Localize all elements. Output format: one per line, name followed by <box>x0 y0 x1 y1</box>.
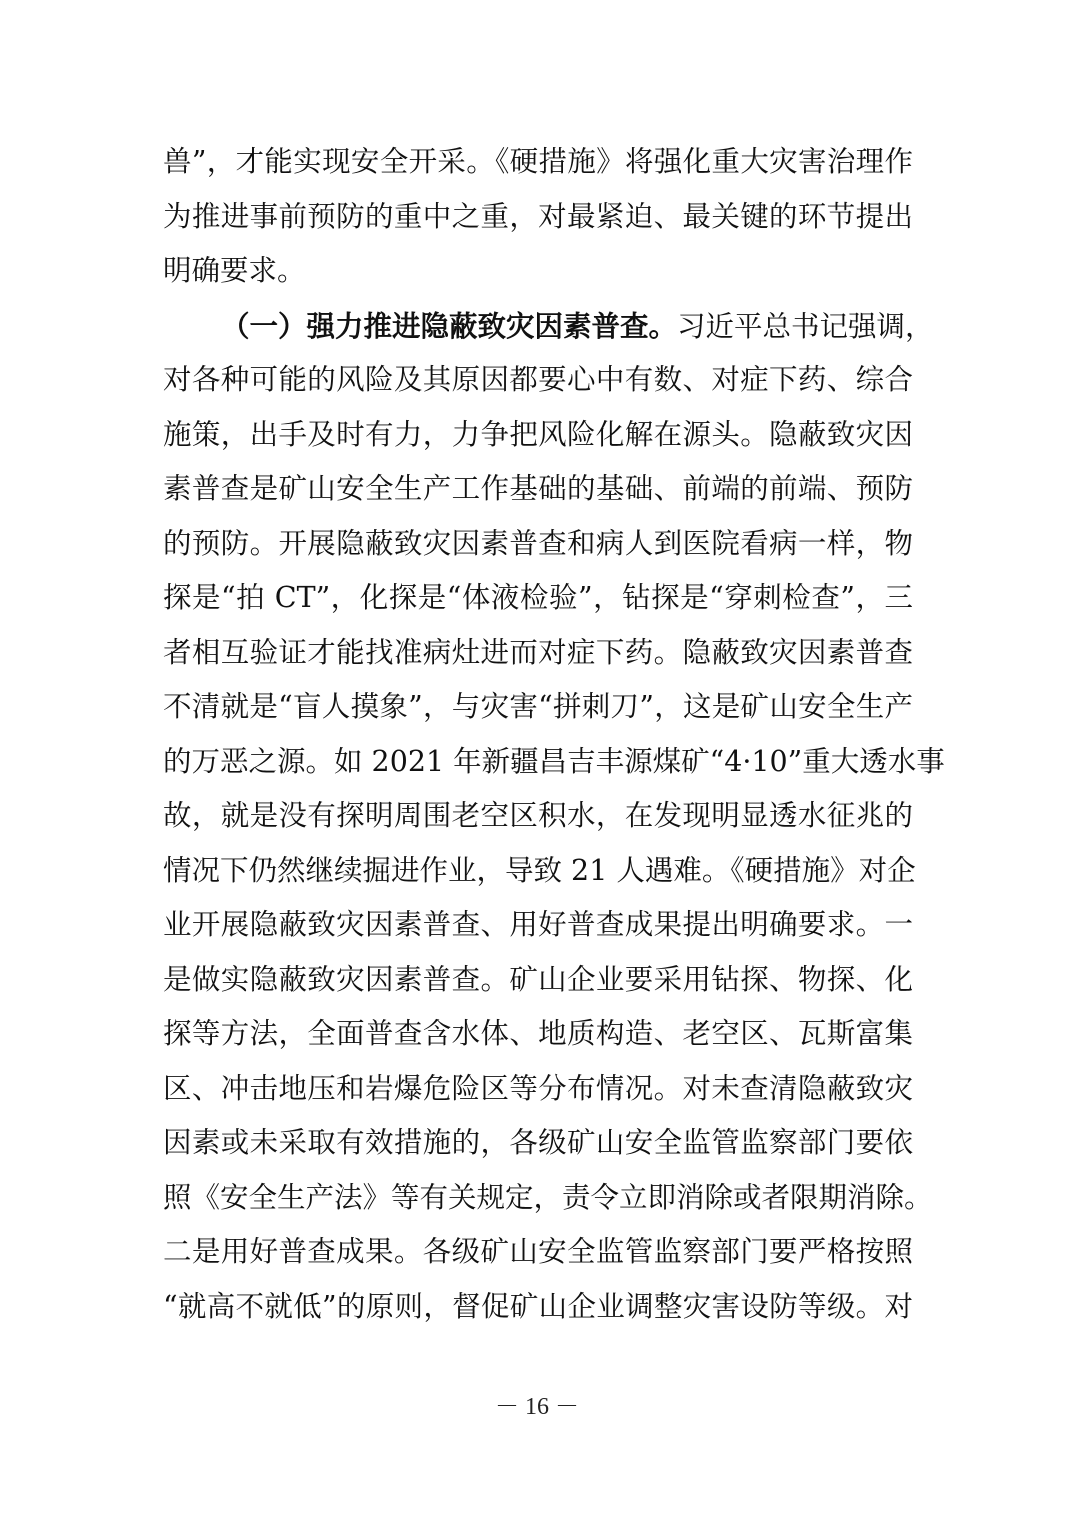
text-line: 为推进事前预防的重中之重，对最紧迫、最关键的环节提出 <box>163 199 913 233</box>
text-line: 明确要求。 <box>163 254 306 287</box>
text-line: 素普查是矿山安全生产工作基础的基础、前端的前端、预防 <box>163 472 913 505</box>
text-line: 不清就是“盲人摸象”，与灾害“拼刺刀”，这是矿山安全生产 <box>163 690 913 723</box>
text-line: 探是“拍 CT”，化探是“体液检验”，钻探是“穿刺检查”，三 <box>163 581 913 614</box>
text-line: 因素或未采取有效措施的，各级矿山安全监管监察部门要依 <box>163 1126 913 1159</box>
text-line: 情况下仍然继续掘进作业，导致 21 人遇难。《硬措施》对企 <box>163 853 916 887</box>
text-line: 施策，出手及时有力，力争把风险化解在源头。隐蔽致灾因 <box>163 417 913 451</box>
text-line: 的万恶之源。如 2021 年新疆昌吉丰源煤矿“4·10”重大透水事 <box>163 744 945 778</box>
text-line: 照《安全生产法》等有关规定，责令立即消除或者限期消除。 <box>163 1180 933 1214</box>
text-line: 区、冲击地压和岩爆危险区等分布情况。对未查清隐蔽致灾 <box>163 1071 913 1105</box>
section-heading: （一）强力推进隐蔽致灾因素普查。 <box>221 308 678 343</box>
text-line: “就高不就低”的原则，督促矿山企业调整灾害设防等级。对 <box>163 1289 913 1323</box>
text-line: 业开展隐蔽致灾因素普查、用好普查成果提出明确要求。一 <box>163 908 913 941</box>
text-line: 探等方法，全面普查含水体、地质构造、老空区、瓦斯富集 <box>163 1017 913 1050</box>
text-line: 是做实隐蔽致灾因素普查。矿山企业要采用钻探、物探、化 <box>163 962 913 996</box>
text-span: 习近平总书记强调， <box>677 309 934 343</box>
text-line: 二是用好普查成果。各级矿山安全监管监察部门要严格按照 <box>163 1235 913 1268</box>
text-line: 者相互验证才能找准病灶进而对症下药。隐蔽致灾因素普查 <box>163 635 913 669</box>
section-heading-line <box>163 299 934 354</box>
page-number: － 16 － <box>495 1394 579 1420</box>
text-line: 故，就是没有探明周围老空区积水，在发现明显透水征兆的 <box>163 799 913 832</box>
text-line: 对各种可能的风险及其原因都要心中有数、对症下药、综合 <box>163 363 913 396</box>
text-line: 兽”，才能实现安全开采。《硬措施》将强化重大灾害治理作 <box>163 145 913 178</box>
body-text <box>163 135 945 1334</box>
text-line: 的预防。开展隐蔽致灾因素普查和病人到医院看病一样，物 <box>163 526 913 560</box>
